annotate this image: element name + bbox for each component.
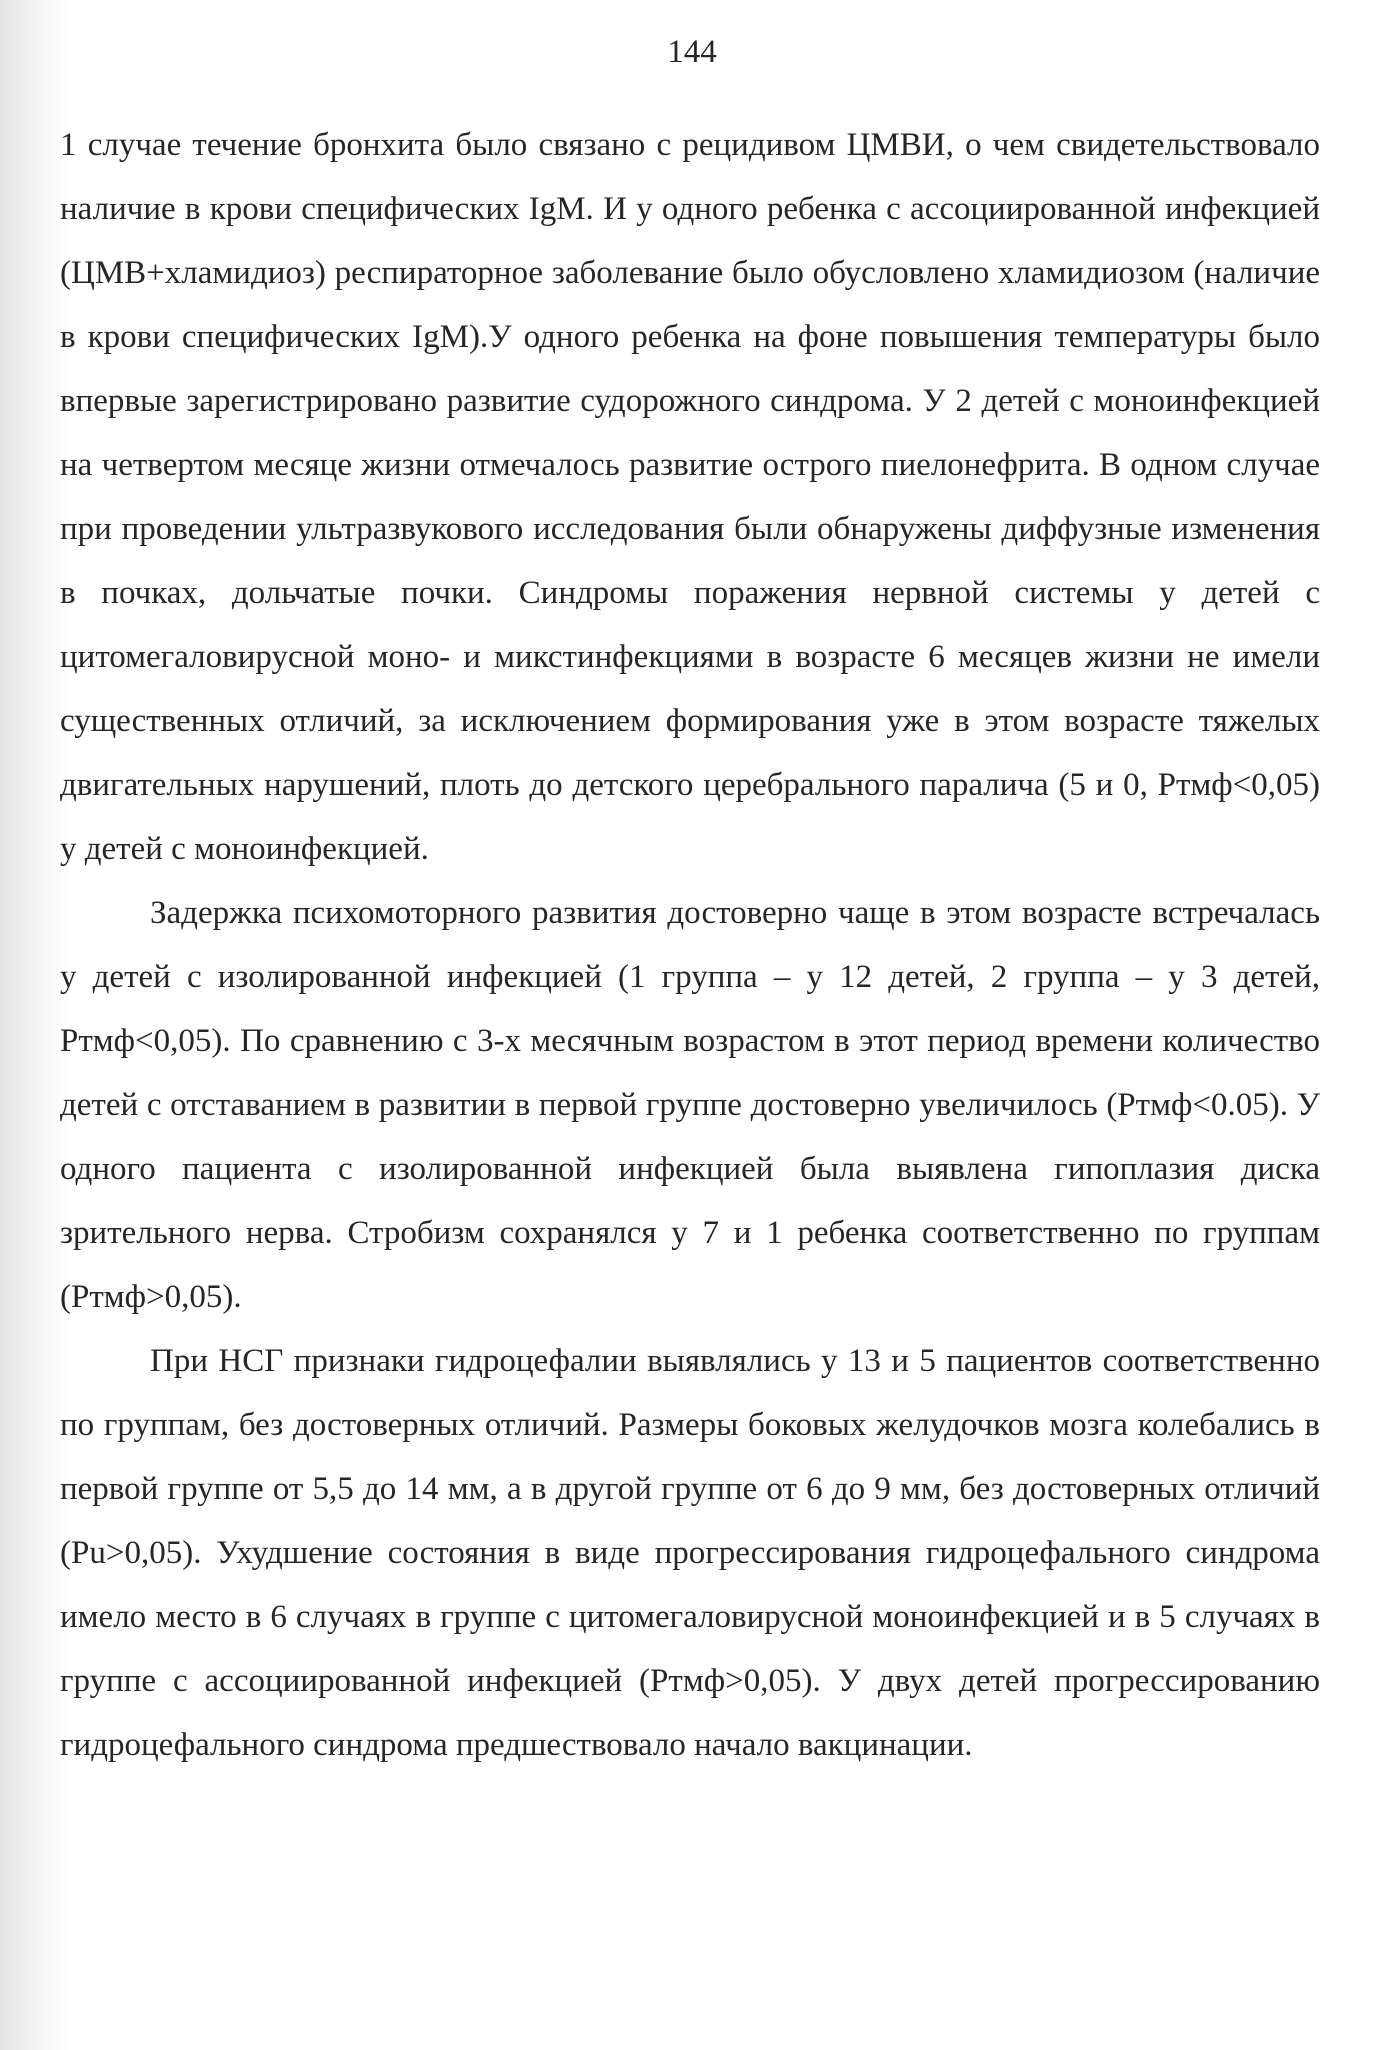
document-body	[60, 113, 1320, 1777]
paragraph-hydrocephalus: При НСГ признаки гидроцефалии выявлялись у 13 и 5 пациентов соответственно по группам, без достоверных отличий. Размеры боковых желудочков мозга колебались в первой группе от 5,5 до 14 мм, а в другой группе от 6 до 9 мм, без достоверных отличий (Pu>0,05). Ухудшение состояния в виде прогрессирования гидроцефального синдрома имело место в 6 случаях в группе с цитомегаловирусной моноинфекцией и в 5 случаях в группе с ассоциированной инфекцией (Ртмф>0,05). У двух детей прогрессированию гидроцефального синдрома предшествовало начало вакцинации.	[60, 1343, 1320, 1763]
paragraph-psychomotor-delay: Задержка психомоторного развития достоверно чаще в этом возрасте встречалась у детей с изолированной инфекцией (1 группа – у 12 детей, 2 группа – у 3 детей, Ртмф<0,05). По сравнению с 3-х месячным возрастом в этот период времени количество детей с отставанием в развитии в первой группе достоверно увеличилось (Ртмф<0.05). У одного пациента с изолированной инфекцией была выявлена гипоплазия диска зрительного нерва. Стробизм сохранялся у 7 и 1 ребенка соответственно по группам (Ртмф>0,05).	[60, 895, 1320, 1315]
page-number: 144	[667, 34, 717, 70]
paragraph-continuation: 1 случае течение бронхита было связано с рецидивом ЦМВИ, о чем свидетельствовало наличие в крови специфических IgM. И у одного ребенка с ассоциированной инфекцией (ЦМВ+хламидиоз) респираторное заболевание было обусловлено хламидиозом (наличие в крови специфических IgM).У одного ребенка на фоне повышения температуры было впервые зарегистрировано развитие судорожного синдрома. У 2 детей с моноинфекцией на четвертом месяце жизни отмечалось развитие острого пиелонефрита. В одном случае при проведении ультразвукового исследования были обнаружены диффузные изменения в почках, дольчатые почки. Синдромы поражения нервной системы у детей с цитомегаловирусной моно- и микстинфекциями в возрасте 6 месяцев жизни не имели существенных отличий, за исключением формирования уже в этом возрасте тяжелых двигательных нарушений, плоть до детского церебрального паралича (5 и 0, Ртмф<0,05) у детей с моноинфекцией.	[60, 127, 1320, 867]
